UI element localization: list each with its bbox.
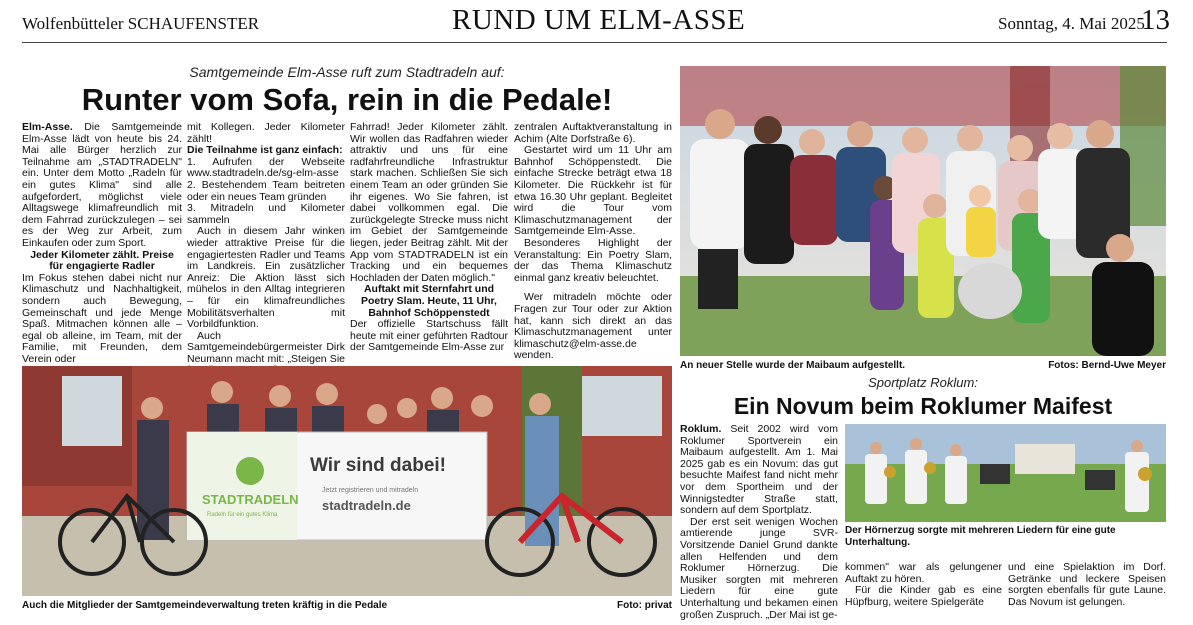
article2-kicker: Sportplatz Roklum: — [868, 375, 978, 390]
banner-url: stadtradeln.de — [322, 498, 411, 513]
photo-credit: Fotos: Bernd-Uwe Meyer — [1048, 360, 1166, 371]
article2-column-2 — [845, 562, 1002, 608]
paragraph: Der erst seit wenigen Wochen amtierende junge SVR-Vorsitzende Daniel Grund dankte allen Helfenden und dem Roklumer Hörnerzug. Die Musiker sorgten mit mehreren Liedern für eine gute Unterhaltung und bekamen einen großen Zuspruch. „Der Mai ist ge- — [680, 515, 838, 621]
paragraph: Im Fokus stehen dabei nicht nur Klimaschutz und Nachhaltigkeit, sondern auch Bewegung, Gemeinschaft und jede Menge Spaß. Mitmachen können alle – egal ob alleine, im Team, mit der Familie, mit Freunden, dem Verein oder — [22, 271, 182, 365]
list-item: 3. Mitradeln und Kilometer sammeln — [187, 202, 345, 226]
paragraph: und eine Spielaktion im Dorf. Getränke und leckere Speisen sorgten ebenfalls für gute Laune. Das Novum ist gelungen. — [1008, 561, 1166, 608]
article2-column-3 — [1008, 562, 1166, 608]
article1-headline: Runter vom Sofa, rein in die Pedale! — [81, 82, 613, 117]
subheading: Auftakt mit Sternfahrt und Poetry Slam. Heute, 11 Uhr, Bahnhof Schöppenstedt — [361, 283, 497, 319]
article1-column-3 — [350, 122, 508, 354]
paragraph: kommen" war als gelungener Auftakt zu hören. — [845, 561, 1002, 585]
paragraph: Auch in diesem Jahr winken wieder attraktive Preise für die engagiertesten Radler und Teams im Landkreis. Ein zusätzlicher Anreiz: Die Aktion lässt sich mühelos in den Alltag integrieren – für ein klimafreundliches Mobilitätsverhalten mit Vorbildfunktion. — [187, 225, 345, 331]
dateline: Elm-Asse. — [22, 121, 73, 133]
paragraph: Wer mitradeln möchte oder Fragen zur Tour oder zur Aktion hat, kann sich direkt an das Klimaschutzmanagement unter klimaschutz@elm-asse.de wenden. — [514, 291, 672, 362]
paragraph: Der offizielle Startschuss fällt heute mit einer geführten Radtour der Samtgemeinde Elm-Asse zur — [350, 318, 508, 354]
header-divider — [22, 42, 1167, 43]
article1-kicker: Samtgemeinde Elm-Asse ruft zum Stadtradeln auf: — [189, 64, 505, 80]
article2-column-1 — [680, 424, 838, 621]
article1-column-4 — [514, 122, 672, 362]
banner-headline: Wir sind dabei! — [310, 455, 447, 476]
article1-column-1 — [22, 122, 182, 365]
paragraph: mit Kollegen. Jeder Kilometer zählt! — [187, 121, 345, 145]
hoernerzug-photo-caption: Der Hörnerzug sorgte mit mehreren Liedern für eine gute Unterhaltung. — [845, 525, 1116, 548]
article1-column-2 — [187, 122, 345, 377]
caption-text: Auch die Mitglieder der Samtgemeindeverwaltung treten kräftig in die Pedale — [22, 600, 388, 611]
paragraph: Gestartet wird um 11 Uhr am Bahnhof Schöppenstedt. Die einfache Strecke beträgt etwa 18 Kilometer. Die Rückkehr ist für etwa 16.30 Uhr geplant. Begleitet wird die Tour vom Klimaschutzmanagement der Samtgemeinde Elm-Asse. — [514, 144, 672, 238]
caption-text: An neuer Stelle wurde der Maibaum aufgestellt. — [680, 360, 906, 371]
page-number: 13 — [1141, 4, 1170, 36]
subheading: Jeder Kilometer zählt. Preise für engagierte Radler — [30, 248, 174, 273]
list-item: 1. Aufrufen der Webseite www.stadtradeln.de/sg-elm-asse — [187, 155, 345, 180]
banner-logo: STADTRADELN — [202, 492, 299, 507]
paragraph: Fahrrad! Jeder Kilometer zählt. Wir wollen das Radfahren wieder attraktiv und uns für eine radfahrfreundliche Infrastruktur stark machen. Schließen Sie sich einem Team an oder gründen Sie ihr eigenes. Wo Sie fahren, ist dabei vollkommen egal. Die zurückgelegte Strecke muss nicht im Gebiet der Samtgemeinde liegen, jeder Beitrag zählt. Mit der App vom STADTRADELN ist ein Tracking und ein bequemes Hochladen der Daten möglich." — [350, 121, 508, 284]
paragraph: zentralen Auftaktveranstaltung in Achim (Alte Dorfstraße 6). — [514, 121, 672, 145]
list-item: 2. Bestehendem Team beitreten oder ein neues Team gründen — [187, 178, 345, 203]
paragraph: Auch Samtgemeindebürgermeister Dirk Neumann macht mit: „Steigen Sie — [187, 329, 345, 365]
dateline: Roklum. — [680, 423, 722, 435]
maibaum-photo-caption — [680, 360, 1166, 371]
stadtradeln-photo-caption — [22, 600, 672, 611]
paragraph: Seit 2002 wird vom Roklumer Sportverein ein Maibaum aufgestellt. Am 1. Mai 2025 gab es ein Novum: das gut besuchte Maifest fand nicht mehr vor dem Sportheim und der Winnigstedter Straße statt, sondern auf dem Sportplatz. — [680, 423, 838, 517]
paragraph: Die Samtgemeinde Elm-Asse lädt von heute bis 24. Mai alle Bürger herzlich zur Teilnahme am „STADTRADELN" ein. Unter dem Motto „Radeln für ein gutes Klima" sind alle aufgefordert, möglichst viele Alltagswege klimafreundlich mit dem Fahrrad zurückzulegen – sei es der Weg zur Arbeit, zum Einkaufen oder zum Sport. — [22, 121, 182, 249]
photo-credit: Foto: privat — [617, 600, 672, 611]
subheading: Die Teilnahme ist ganz einfach: — [187, 144, 343, 157]
maibaum-photo — [680, 66, 1166, 356]
banner-line: Jetzt registrieren und mitradeln — [322, 487, 419, 494]
banner-tagline: Radeln für ein gutes Klima — [207, 512, 278, 518]
section-title: RUND UM ELM-ASSE — [452, 4, 746, 36]
paragraph: Besonderes Highlight der Veranstaltung: Ein Poetry Slam, der das Thema Klimaschutz einmal ganz kreativ beleuchtet. — [514, 236, 672, 284]
paragraph: Für die Kinder gab es eine Hüpfburg, weitere Spielgeräte — [845, 584, 1002, 608]
article2-headline: Ein Novum beim Roklumer Maifest — [733, 393, 1113, 419]
issue-date: Sonntag, 4. Mai 2025 — [998, 14, 1145, 33]
hoernerzug-photo — [845, 424, 1166, 522]
publication-name: Wolfenbütteler SCHAUFENSTER — [22, 14, 260, 33]
stadtradeln-photo — [22, 366, 672, 596]
